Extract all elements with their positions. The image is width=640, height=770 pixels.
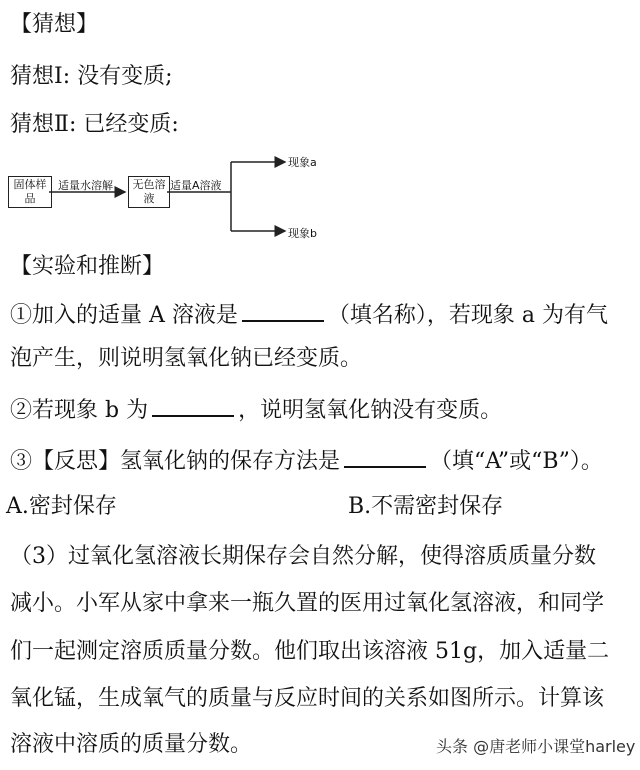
result-a-label: 现象a [288, 156, 317, 169]
q3-pre-text: ③【反思】氢氧化钠的保存方法是 [10, 449, 341, 474]
experiment-heading: 【实验和推断】 [10, 254, 165, 279]
q1-post-text: （填名称），若现象 a 为有气 [327, 303, 608, 328]
option-a: A.密封保存 [6, 494, 117, 519]
option-b: B.不需密封保存 [348, 494, 504, 519]
q2-post-text: ，说明氢氧化钠没有变质。 [238, 398, 503, 423]
part3-line2: 减小。小军从家中拿来一瓶久置的医用过氧化氢溶液，和同学 [10, 591, 605, 616]
part3-line3: 们一起测定溶质质量分数。他们取出该溶液 51g，加入适量二 [10, 639, 610, 664]
q2-answer-blank[interactable] [152, 393, 234, 417]
colorless-solution-box: 无色溶液 [128, 176, 170, 208]
part3-line4: 氧化锰，生成氧气的质量与反应时间的关系如图所示。计算该 [10, 686, 605, 711]
q1-pre-text: ①加入的适量 A 溶液是 [10, 303, 238, 328]
q3-answer-blank[interactable] [344, 444, 426, 468]
guess-2: 猜想Ⅱ: 已经变质: [10, 112, 179, 137]
flow-arrows [0, 150, 360, 245]
watermark: 头条 @唐老师小课堂harley [436, 737, 636, 756]
arrow1-label: 适量水溶解 [58, 179, 113, 192]
q2-pre-text: ②若现象 b 为 [10, 398, 149, 423]
guess-1: 猜想Ⅰ: 没有变质; [10, 64, 173, 89]
q3-post-text: （填“A”或“B”）。 [430, 449, 603, 474]
guess-heading: 【猜想】 [10, 12, 99, 37]
question-3 [10, 444, 603, 477]
question-1-line2: 泡产生，则说明氢氧化钠已经变质。 [10, 346, 363, 371]
part3-line5: 溶液中溶质的质量分数。 [10, 732, 253, 757]
solid-sample-box: 固体样品 [8, 176, 52, 208]
question-1-line1 [10, 298, 608, 331]
question-2 [10, 393, 502, 426]
part3-line1: （3）过氧化氢溶液长期保存会自然分解，使得溶质质量分数 [10, 544, 596, 569]
result-b-label: 现象b [288, 227, 317, 240]
q1-answer-blank[interactable] [242, 298, 324, 322]
arrow2-label: 适量A溶液 [170, 179, 222, 192]
flow-diagram [0, 150, 360, 245]
